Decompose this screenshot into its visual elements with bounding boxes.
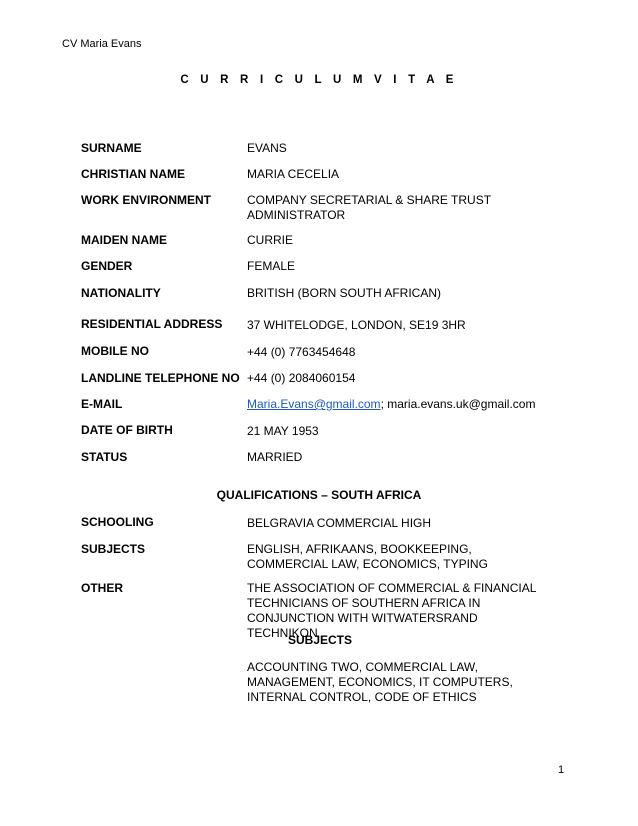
subjects-label: SUBJECTS xyxy=(81,542,146,556)
status-value: MARRIED xyxy=(247,450,303,464)
subjects-list: ACCOUNTING TWO, COMMERCIAL LAW, MANAGEMENT, ECONOMICS, IT COMPUTERS, INTERNAL CONTROL, CODE OF ETHICS xyxy=(247,660,513,704)
subjects-subheading: SUBJECTS xyxy=(288,633,353,647)
email-label: E-MAIL xyxy=(81,397,123,411)
date-of-birth-label: DATE OF BIRTH xyxy=(81,423,173,437)
christian-name-value: MARIA CECELIA xyxy=(247,167,340,181)
page-header: CV Maria Evans xyxy=(62,38,142,50)
email-link[interactable]: Maria.Evans@gmail.com xyxy=(247,397,381,411)
work-environment-label: WORK ENVIRONMENT xyxy=(81,193,211,207)
maiden-name-value: CURRIE xyxy=(247,233,294,247)
schooling-label: SCHOOLING xyxy=(81,515,154,529)
work-environment-value: COMPANY SECRETARIAL & SHARE TRUST ADMINISTRATOR xyxy=(247,193,491,222)
qualifications-heading: QUALIFICATIONS – SOUTH AFRICA xyxy=(216,488,422,502)
status-label: STATUS xyxy=(81,450,128,464)
date-of-birth-value: 21 MAY 1953 xyxy=(247,424,319,438)
schooling-value: BELGRAVIA COMMERCIAL HIGH xyxy=(247,516,432,530)
residential-address-label: RESIDENTIAL ADDRESS xyxy=(81,317,223,331)
email-secondary: ; maria.evans.uk@gmail.com xyxy=(380,397,536,411)
gender-label: GENDER xyxy=(81,259,133,273)
subjects-value: ENGLISH, AFRIKAANS, BOOKKEEPING, COMMERCIAL LAW, ECONOMICS, TYPING xyxy=(247,542,488,571)
email-value xyxy=(247,397,587,412)
landline-label: LANDLINE TELEPHONE NO xyxy=(81,371,240,385)
gender-value: FEMALE xyxy=(247,259,296,273)
other-label: OTHER xyxy=(81,581,123,595)
page-number: 1 xyxy=(558,764,565,776)
nationality-label: NATIONALITY xyxy=(81,286,161,300)
nationality-value: BRITISH (BORN SOUTH AFRICAN) xyxy=(247,286,442,300)
other-value: THE ASSOCIATION OF COMMERCIAL & FINANCIAL TECHNICIANS OF SOUTHERN AFRICA IN CONJUNCTION WITH WITWATERSRAND TECHNIKON xyxy=(247,581,536,640)
christian-name-label: CHRISTIAN NAME xyxy=(81,167,185,181)
surname-value: EVANS xyxy=(247,141,287,155)
document-title: C U R R I C U L U M V I T A E xyxy=(180,74,458,86)
mobile-no-value: +44 (0) 7763454648 xyxy=(247,345,356,359)
landline-value: +44 (0) 2084060154 xyxy=(247,371,356,385)
mobile-no-label: MOBILE NO xyxy=(81,344,149,358)
surname-label: SURNAME xyxy=(81,141,142,155)
maiden-name-label: MAIDEN NAME xyxy=(81,233,167,247)
residential-address-value: 37 WHITELODGE, LONDON, SE19 3HR xyxy=(247,318,466,332)
